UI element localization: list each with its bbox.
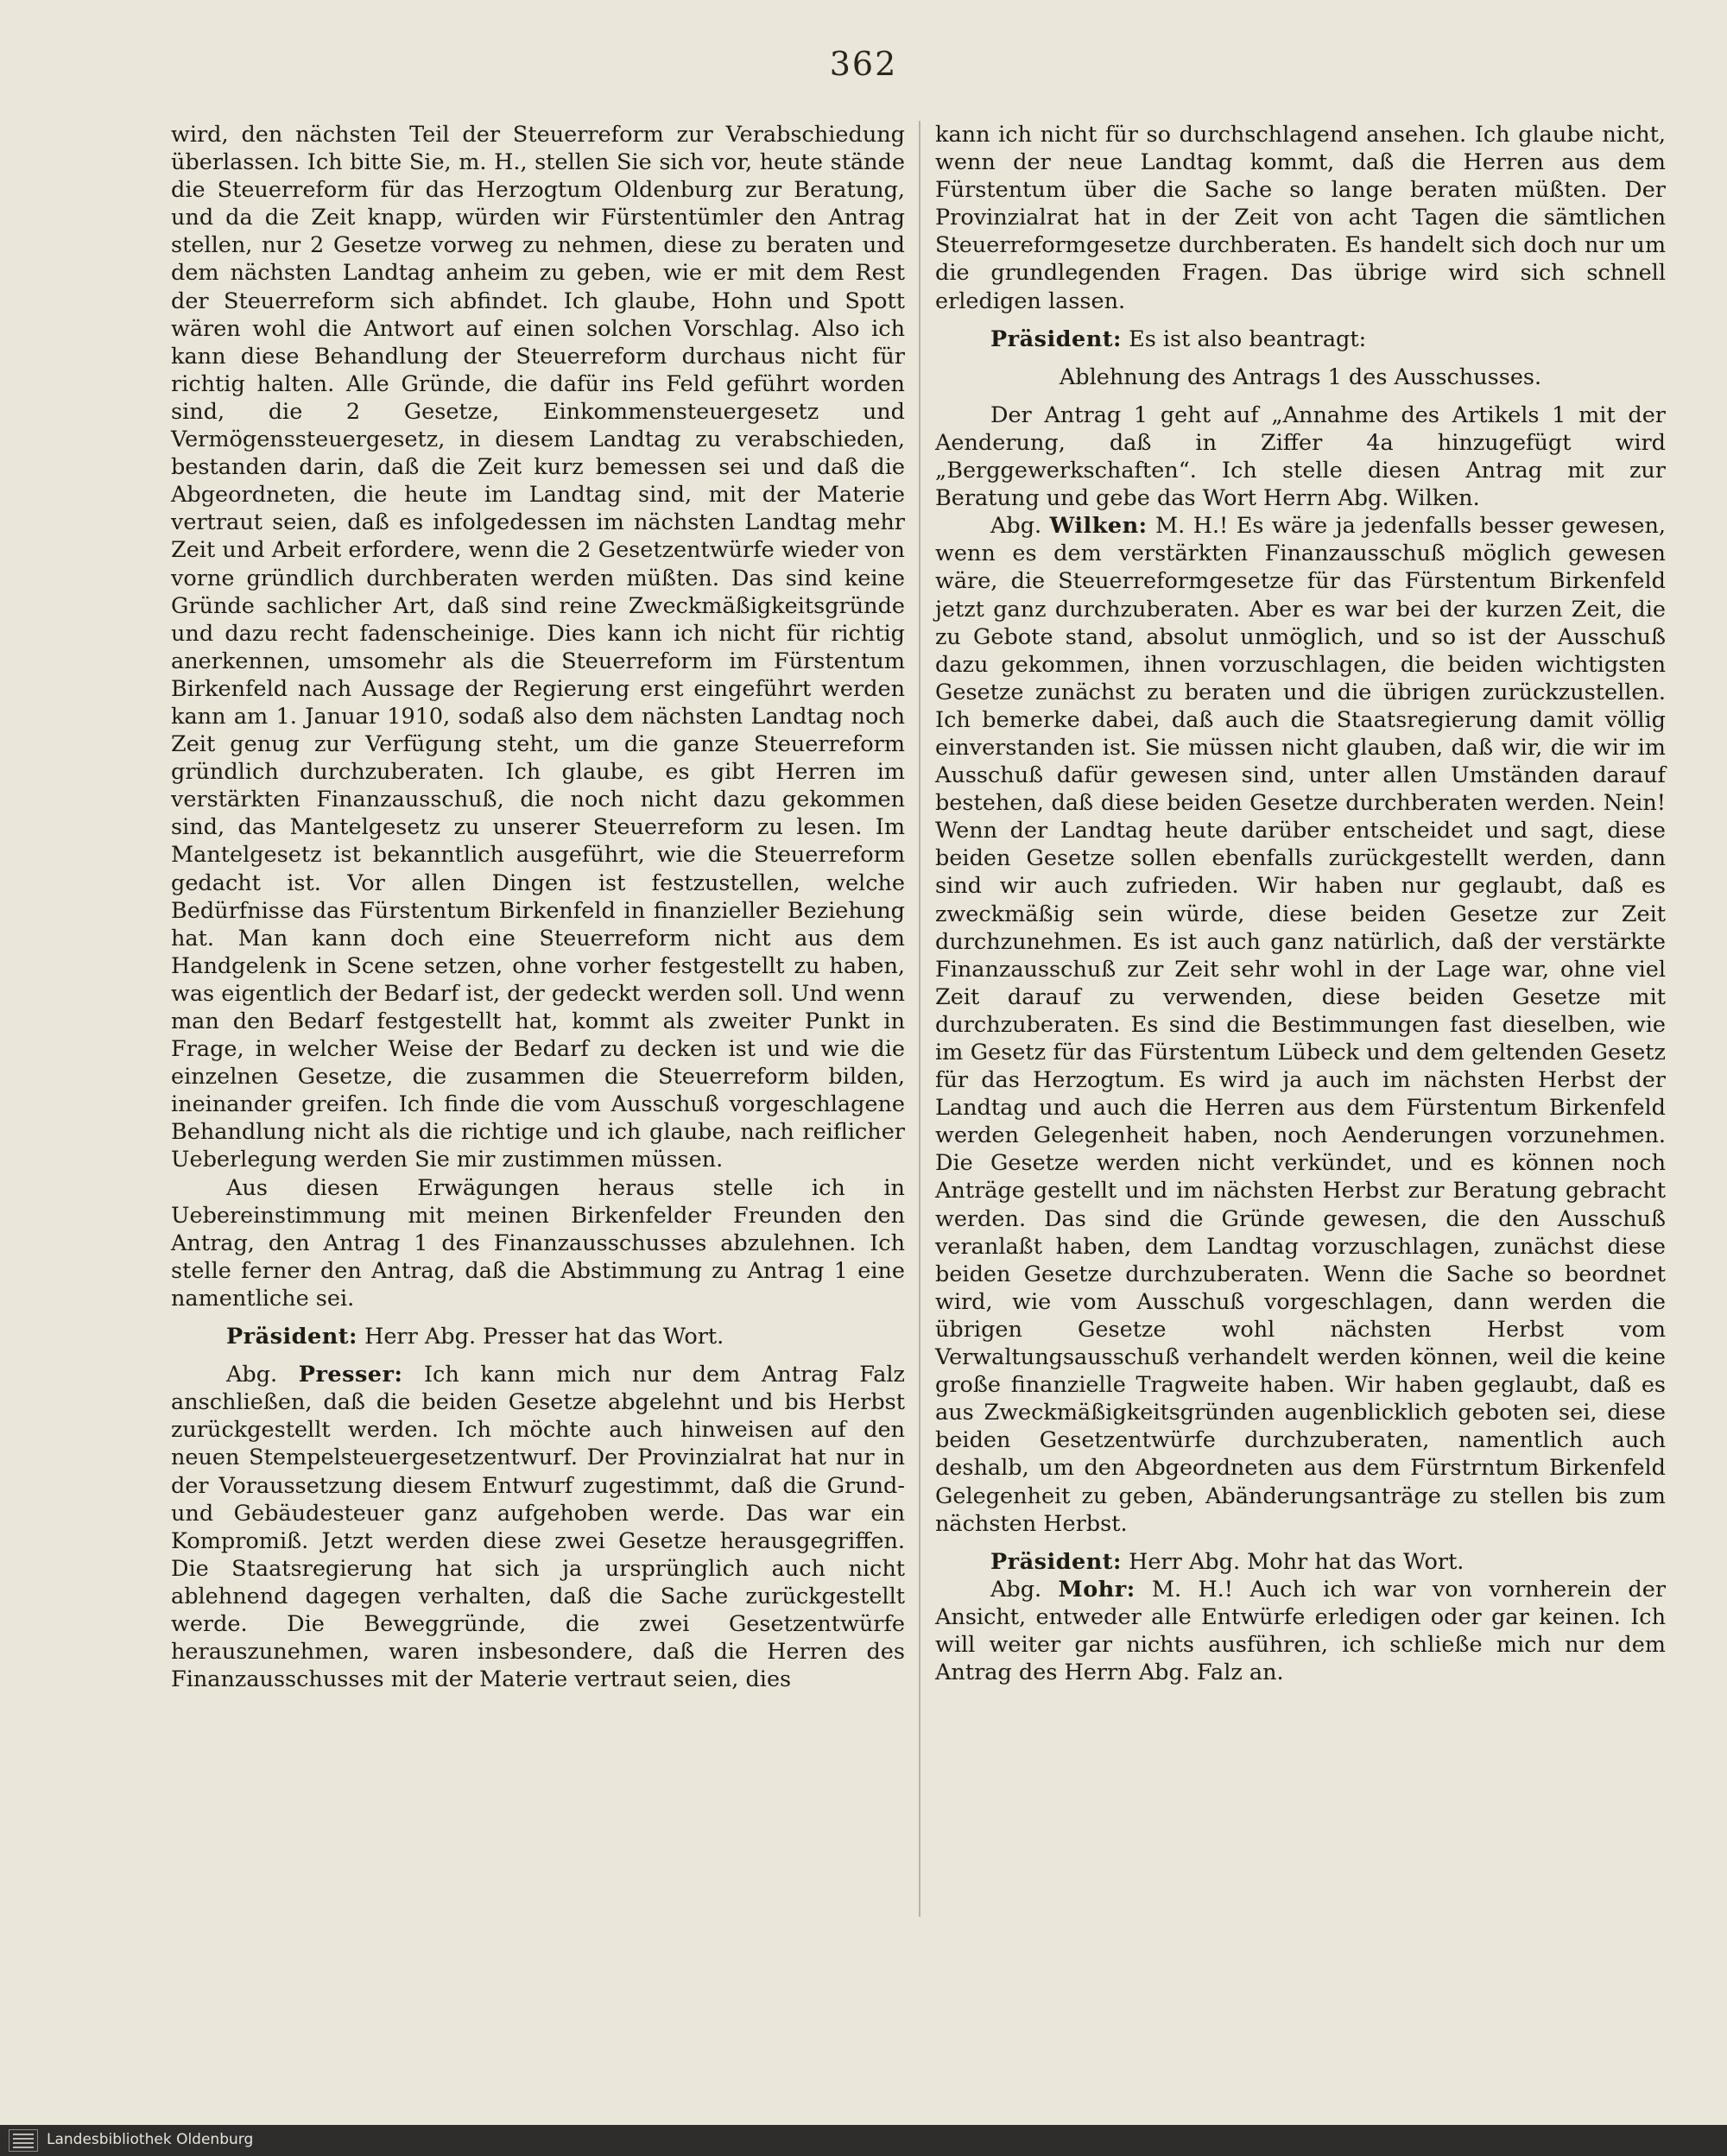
speech-paragraph (935, 1576, 1666, 1686)
speech-text: Ich kann mich nur dem Antrag Falz anschließen, daß die beiden Gesetze abgelehnt und bis Herbst zurückgestellt werden. Ich möchte auch hinweisen auf den neuen Stempelsteuergesetzentwurf. Der Provinzialrat hat nur in der Voraussetzung diesem Entwurf zugestimmt, daß die Grund- und Gebäudesteuer ganz aufgehoben werde. Das war ein Kompromiß. Jetzt werden diese zwei Gesetze herausgegriffen. Die Staatsregierung hat sich ja ursprünglich auch nicht ablehnend dagegen verhalten, daß die Sache zurückgestellt werde. Die Beweggründe, die zwei Gesetzentwürfe herauszunehmen, waren insbesondere, daß die Herren des Finanzausschusses mit der Materie vertraut seien, dies (171, 1362, 905, 1693)
page-number: 362 (829, 45, 898, 83)
speech-text: Herr Abg. Presser hat das Wort. (364, 1324, 724, 1350)
speaker-label: Wilken: (1049, 513, 1148, 540)
speaker-prefix: Abg. (990, 513, 1042, 540)
speech-text: M. H.! Auch ich war von vornherein der Ansicht, entweder alle Entwürfe erledigen oder gar keinen. Ich will weiter gar nichts ausführen, ich schließe mich nur dem Antrag des Herrn Abg. Falz an. (935, 1576, 1667, 1686)
speech-text: M. H.! Es wäre ja jedenfalls besser gewesen, wenn es dem verstärkten Finanzausschuß möglich gewesen wäre, die Steuerreformgesetze für das Fürstentum Birkenfeld jetzt ganz durchzuberaten. Aber es war bei der kurzen Zeit, die zu Gebote stand, absolut unmöglich, und so ist der Ausschuß dazu gekommen, ihnen vorzuschlagen, die beiden wichtigsten Gesetze zunächst zu beraten und die übrigen zurückzustellen. Ich bemerke dabei, daß auch die Staatsregierung damit völlig einverstanden ist. Sie müssen nicht glauben, daß wir, die wir im Ausschuß dafür gewesen sind, unter allen Umständen darauf bestehen, daß diese beiden Gesetze durchberaten werden. Nein! Wenn der Landtag heute darüber entscheidet und sagt, diese beiden Gesetze sollen ebenfalls zurückgestellt werden, dann sind wir auch zufrieden. Wir haben nur geglaubt, daß es zweckmäßig sein würde, diese beiden Gesetze zur Zeit durchzunehmen. Es ist auch ganz natürlich, daß der verstärkte Finanzausschuß zur Zeit sehr wohl in der Lage war, ohne viel Zeit darauf zu verwenden, diese beiden Gesetze mit durchzuberaten. Es sind die Bestimmungen fast dieselben, wie im Gesetz für das Fürstentum Lübeck und dem geltenden Gesetz für das Herzogtum. Es wird ja auch im nächsten Herbst der Landtag und auch die Herren aus dem Fürstentum Birkenfeld werden Gelegenheit haben, noch Aenderungen vorzunehmen. Die Gesetze werden nicht verkündet, und es können noch Anträge gestellt und im nächsten Herbst zur Beratung gebracht werden. Das sind die Gründe gewesen, die den Ausschuß veranlaßt haben, dem Landtag vorzuschlagen, zunächst diese beiden Gesetze durchzuberaten. Wenn die Sache so beordnet wird, wie vom Ausschuß vorgeschlagen, dann werden die übrigen Gesetze wohl nächsten Herbst vom Verwaltungsausschuß verhandelt werden können, weil die keine große finanzielle Tragweite haben. Wir haben geglaubt, daß es aus Zweckmäßigkeitsgründen augenblicklich geboten sei, diese beiden Gesetzentwürfe durchzuberaten, namentlich auch deshalb, um den Abgeordneten aus dem Fürstrntum Birkenfeld Gelegenheit zu geben, Abänderungsanträge zu stellen bis zum nächsten Herbst. (935, 513, 1666, 1537)
library-footer-bar (0, 2125, 1727, 2156)
speaker-label: Präsident: (990, 326, 1122, 352)
speech-paragraph (171, 1361, 905, 1693)
speaker-label: Presser: (298, 1362, 403, 1388)
speech-text: Es ist also beantragt: (1129, 326, 1367, 352)
speech-paragraph (935, 512, 1666, 1537)
speaker-label: Präsident: (226, 1324, 357, 1350)
motion-line: Ablehnung des Antrags 1 des Ausschusses. (1059, 364, 1542, 390)
speech-paragraph (935, 1548, 1666, 1576)
left-column (171, 121, 905, 1693)
speech-text: Herr Abg. Mohr hat das Wort. (1129, 1548, 1464, 1575)
right-column (935, 121, 1666, 1686)
speech-paragraph (935, 326, 1666, 353)
speaker-prefix: Abg. (226, 1362, 278, 1388)
speech-paragraph (171, 1323, 905, 1350)
column-divider (919, 121, 920, 1917)
paragraph: kann ich nicht für so durchschlagend ansehen. Ich glaube nicht, wenn der neue Landtag kommt, daß die Herren aus dem Fürstentum über die Sache so lange beraten müßten. Der Provinzialrat hat in der Zeit von acht Tagen die sämtlichen Steuerreformgesetze durchberaten. Es handelt sich doch nur um die grundlegenden Fragen. Das übrige wird sich schnell erledigen lassen. (935, 122, 1666, 314)
library-building-icon (9, 2129, 38, 2152)
speaker-label: Mohr: (1058, 1576, 1136, 1603)
paragraph: Der Antrag 1 geht auf „Annahme des Artikels 1 mit der Aenderung, daß in Ziffer 4a hinzugefügt wird „Berggewerkschaften“. Ich stelle diesen Antrag mit zur Beratung und gebe das Wort Herrn Abg. Wilken. (935, 401, 1666, 512)
paragraph: Aus diesen Erwägungen heraus stelle ich in Uebereinstimmung mit meinen Birkenfelder Freunden den Antrag, den Antrag 1 des Finanzausschusses abzulehnen. Ich stelle ferner den Antrag, daß die Abstimmung zu Antrag 1 eine namentliche sei. (171, 1174, 905, 1312)
paragraph: wird, den nächsten Teil der Steuerreform zur Verabschiedung überlassen. Ich bitte Sie, m. H., stellen Sie sich vor, heute stände die Steuerreform für das Herzogtum Oldenburg zur Beratung, und da die Zeit knapp, würden wir Fürstentümler den Antrag stellen, nur 2 Gesetze vorweg zu nehmen, diese zu beraten und dem nächsten Landtag anheim zu geben, wie er mit dem Rest der Steuerreform sich abfindet. Ich glaube, Hohn und Spott wären wohl die Antwort auf einen solchen Vorschlag. Also ich kann diese Behandlung der Steuerreform durchaus nicht für richtig halten. Alle Gründe, die dafür ins Feld geführt worden sind, die 2 Gesetze, Einkommensteuergesetz und Vermögenssteuergesetz, in diesem Landtag zu verabschieden, bestanden darin, daß die Zeit kurz bemessen sei und daß die Abgeordneten, die heute im Landtag sind, mit der Materie vertraut seien, daß es infolgedessen im nächsten Landtag mehr Zeit und Arbeit erfordere, wenn die 2 Gesetzentwürfe wieder von vorne gründlich durchberaten werden müßten. Das sind keine Gründe sachlicher Art, daß sind reine Zweckmäßigkeitsgründe und dazu recht fadenscheinige. Dies kann ich nicht für richtig anerkennen, umsomehr als die Steuerreform im Fürstentum Birkenfeld nach Aussage der Regierung erst eingeführt werden kann am 1. Januar 1910, sodaß also dem nächsten Landtag noch Zeit genug zur Verfügung steht, um die ganze Steuerreform gründlich durchzuberaten. Ich glaube, es gibt Herren im verstärkten Finanzausschuß, die noch nicht dazu gekommen sind, das Mantelgesetz zu unserer Steuerreform zu lesen. Im Mantelgesetz ist bekanntlich ausgeführt, wie die Steuerreform gedacht ist. Vor allen Dingen ist festzustellen, welche Bedürfnisse das Fürstentum Birkenfeld in finanzieller Beziehung hat. Man kann doch eine Steuerreform nicht aus dem Handgelenk in Scene setzen, ohne vorher festgestellt zu haben, was eigentlich der Bedarf ist, der gedeckt werden soll. Und wenn man den Bedarf festgestellt hat, kommt als zweiter Punkt in Frage, in welcher Weise der Bedarf zu decken ist und wie die einzelnen Gesetze, die zusammen die Steuerreform bilden, ineinander greifen. Ich finde die vom Ausschuß vorgeschlagene Behandlung nicht als die richtige und ich glaube, nach reiflicher Ueberlegung werden Sie mir zustimmen müssen. (171, 122, 905, 1173)
speaker-label: Präsident: (990, 1548, 1122, 1575)
library-name: Landesbibliothek Oldenburg (47, 2131, 254, 2148)
speaker-prefix: Abg. (990, 1576, 1042, 1603)
